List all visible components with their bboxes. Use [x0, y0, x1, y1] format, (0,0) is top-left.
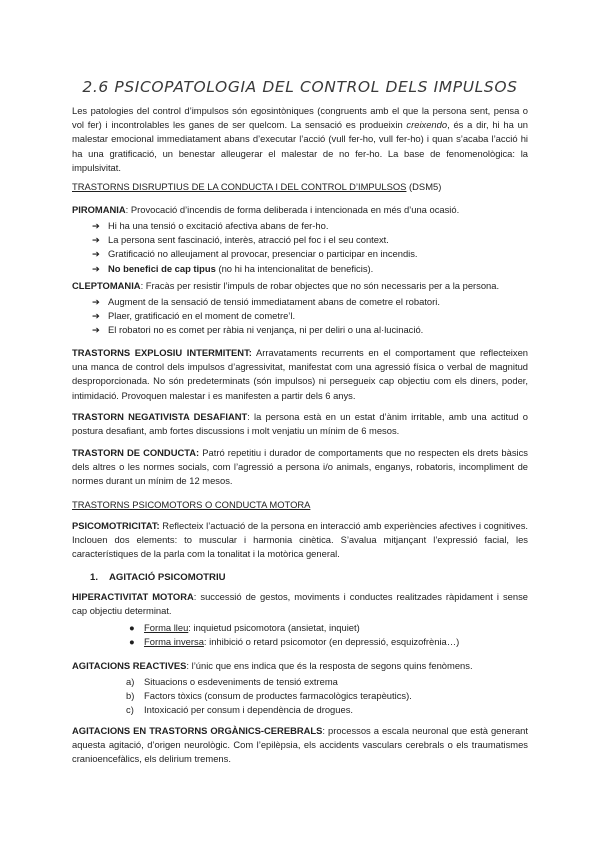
intro-text-2: , és a dir, hi ha un malestar emocional immediatament abans d’executar l’acció (vull fer-ho, vull fer-ho) i quan s’acaba l’acció hi ha una gratificació, un benestar alleugerar el malestar de no fer-ho. La base de fenomenològica: la impulsivitat.: [72, 119, 528, 173]
kleptomania-paragraph: [72, 279, 528, 293]
list-item: c) Intoxicació per consum i dependència de drogues.: [126, 704, 353, 716]
organic-label: AGITACIONS EN TRASTORNS ORGÀNICS-CEREBRALS: [72, 725, 323, 736]
explosive-label: TRASTORNS EXPLOSIU INTERMITENT:: [72, 347, 252, 358]
kleptomania-text: : Fracàs per resistir l’impuls de robar objectes que no són necessaris per a la persona.: [140, 280, 500, 291]
arrow-icon: ➔: [92, 310, 100, 322]
section-heading-disruptive: [72, 180, 528, 194]
pyromania-label: PIROMANIA: [72, 204, 126, 215]
organic-text: : processos a escala neuronal que està generant aquesta agitació, d’origen neurològic. Com l’epilèpsia, els accidents vasculars cerebrals o els traumatismes cranioencefàlics, els delirium tremens.: [72, 725, 528, 765]
section-heading-psychomotor: [72, 498, 528, 512]
bullet-icon: ●: [129, 636, 135, 648]
conduct-label: TRASTORN DE CONDUCTA:: [72, 447, 200, 458]
section-heading-suffix: (DSM5): [406, 181, 442, 192]
reactive-paragraph: [72, 659, 528, 673]
list-item: ➔ Hi ha una tensió o excitació afectiva abans de fer-ho.: [72, 219, 528, 233]
psychomotricity-text: Reflecteix l’actuació de la persona en interacció amb experiències afectives i cognitives. Inclouen dos elements: to muscular i harmonia cinètica. S’avalua mitjançant l’expressió facial, les característiques de la parla com la tonalitat i la motòrica general.: [72, 520, 528, 560]
list-item: b) Factors tòxics (consum de productes farmacològics terapèutics).: [126, 690, 412, 702]
reactive-label: AGITACIONS REACTIVES: [72, 660, 187, 671]
intro-paragraph: [72, 104, 528, 175]
list-item: ➔ Augment de la sensació de tensió immediatament abans de cometre el robatori.: [72, 295, 528, 309]
arrow-icon: ➔: [92, 262, 100, 274]
psychomotricity-paragraph: [72, 519, 528, 562]
arrow-icon: ➔: [92, 220, 100, 231]
pyromania-list: [72, 219, 528, 276]
negativist-label: TRASTORN NEGATIVISTA DESAFIANT: [72, 411, 248, 422]
agitation-title: AGITACIÓ PSICOMOTRIU: [109, 572, 226, 583]
arrow-icon: ➔: [92, 234, 100, 246]
arrow-icon: ➔: [92, 296, 100, 307]
list-item: ➔ La persona sent fascinació, interès, atracció pel foc i el seu context.: [72, 233, 528, 247]
agitation-number: 1.: [90, 572, 99, 583]
intro-text-1: Les patologies del control d’impulsos són egosintòniques (congruents amb el que la persona sent, pensa o vol fer) i incontrolables les ganes de ser quelcom. La sensació es produeixin: [72, 105, 528, 131]
kleptomania-label: CLEPTOMANIA: [72, 280, 141, 291]
forms-list: [72, 621, 528, 649]
pyromania-text: : Provocació d’incendis de forma deliberada i intencionada en més d’una ocasió.: [125, 204, 460, 215]
bullet-icon: ●: [129, 622, 135, 633]
conduct-paragraph: [72, 446, 528, 489]
page-title: 2.6 PSICOPATOLOGIA DEL CONTROL DELS IMPULSOS: [82, 78, 518, 96]
section-heading-text: TRASTORNS PSICOMOTORS O CONDUCTA MOTORA: [72, 499, 311, 510]
arrow-icon: ➔: [92, 324, 100, 336]
hyperactivity-label: HIPERACTIVITAT MOTORA: [72, 591, 194, 602]
list-item: ● Forma inversa: inhibició o retard psicomotor (en depressió, esquizofrènia…): [72, 635, 528, 649]
reactive-list: [72, 675, 528, 718]
list-item: ➔ No benefici de cap tipus (no hi ha intencionalitat de beneficis).: [72, 262, 528, 276]
list-item: ➔ El robatori no es comet per ràbia ni venjança, ni per deliri o una al·lucinació.: [72, 323, 528, 337]
list-item: ➔ Gratificació no alleujament al provocar, presenciar o participar en incendis.: [72, 247, 528, 261]
organic-paragraph: [72, 724, 528, 767]
list-item: a) Situacions o esdeveniments de tensió extrema: [126, 676, 338, 687]
hyperactivity-paragraph: [72, 590, 528, 618]
kleptomania-list: [72, 295, 528, 338]
arrow-icon: ➔: [92, 248, 100, 260]
psychomotricity-label: PSICOMOTRICITAT:: [72, 520, 160, 531]
reactive-text: : l’únic que ens indica que és la resposta de segons quins fenòmens.: [186, 660, 473, 671]
explosive-paragraph: [72, 346, 528, 403]
list-item: ➔ Plaer, gratificació en el moment de cometre’l.: [72, 309, 528, 323]
negativist-paragraph: [72, 410, 528, 438]
list-item: ● Forma lleu: inquietud psicomotora (ansietat, inquiet): [72, 621, 528, 635]
negativist-text: : la persona està en un estat d’ànim irritable, amb una actitud o postura desafiant, amb fortes discussions i molt venjatiu un mínim de 6 mesos.: [72, 411, 528, 437]
intro-italic: creixendo: [406, 119, 448, 131]
hyperactivity-text: : successió de gestos, moviments i conductes realitzades ràpidament i sense cap objectiu determinat.: [72, 591, 529, 617]
agitation-heading: [72, 571, 528, 586]
explosive-text: Arravataments recurrents en el comportament que reflecteixen una manca de control dels impulsos d’agressivitat, manifestat com una agressió física o verbal de magnitud desproporcionada. No són predeterminats (són impulsos) ni persegueix cap objectiu com els diners, poder, intimidació. Provoquen malestar i es manifesten a partir dels 6 anys.: [72, 347, 528, 401]
conduct-text: Patró repetitiu i durador de comportaments que no respecten els drets bàsics dels altres o les normes socials, com l’agressió a persona i/o animals, enganys, robatoris, incompliment de normes durant un mínim de 12 mesos.: [72, 447, 528, 487]
pyromania-paragraph: [72, 203, 528, 217]
section-heading-text: TRASTORNS DISRUPTIUS DE LA CONDUCTA I DEL CONTROL D’IMPULSOS: [72, 181, 407, 192]
